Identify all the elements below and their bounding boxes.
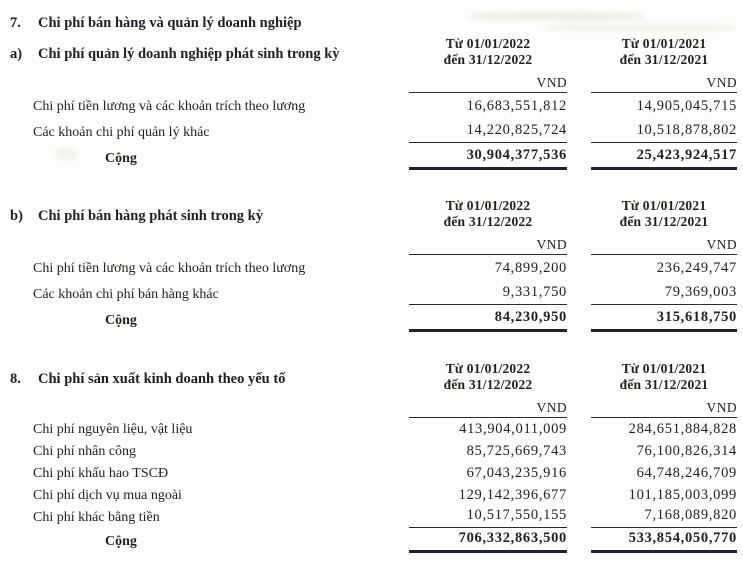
period-to-2021: đến 31/12/2021: [619, 52, 709, 67]
period-to-2022: đến 31/12/2022: [443, 214, 533, 229]
column-header-2022: [409, 36, 567, 93]
total-value-2021: 25,423,924,517: [591, 147, 737, 170]
table-row: [10, 506, 737, 528]
total-value-2022: 706,332,863,500: [409, 530, 567, 553]
value-2021: 64,748,246,709: [636, 464, 737, 481]
value-2021: 7,168,089,820: [591, 507, 737, 528]
total-row: [10, 528, 737, 555]
value-2022: 129,142,396,677: [458, 486, 567, 503]
total-value-2021: 315,618,750: [591, 309, 737, 332]
table-row: [10, 93, 737, 119]
period-to-2022: đến 31/12/2022: [443, 52, 533, 67]
row-label: Chi phí khác bằng tiền: [33, 509, 160, 525]
value-2021: 236,249,747: [656, 259, 737, 276]
value-2022: 10,517,550,155: [409, 507, 567, 528]
admin-expenses-table: [10, 36, 737, 172]
total-label: Cộng: [105, 151, 137, 166]
value-2022: 14,220,825,724: [409, 122, 567, 143]
total-value-2022: 84,230,950: [409, 309, 567, 332]
period-from-2021: Từ 01/01/2021: [621, 198, 707, 213]
value-2021: 14,905,045,715: [636, 97, 737, 114]
total-value-2021: 533,854,050,770: [591, 530, 737, 553]
value-2021: 101,185,003,099: [628, 486, 737, 503]
subsection-a-heading: [10, 36, 385, 93]
row-label: Chi phí dịch vụ mua ngoài: [33, 487, 182, 503]
row-label: Chi phí tiền lương và các khoản trích theo lương: [33, 98, 306, 114]
value-2021: 284,651,884,828: [628, 420, 737, 437]
period-to-2021: đến 31/12/2021: [619, 377, 709, 392]
production-costs-header-row: [10, 361, 737, 418]
total-label: Cộng: [105, 534, 137, 549]
table-row: [10, 119, 737, 145]
column-header-2022: [409, 361, 567, 418]
section-8-title: Chi phí sản xuất kinh doanh theo yếu tố: [38, 371, 286, 387]
period-from-2021: Từ 01/01/2021: [621, 36, 707, 51]
admin-expenses-header-row: [10, 36, 737, 93]
production-costs-table: [10, 361, 737, 555]
period-to-2021: đến 31/12/2021: [619, 214, 709, 229]
period-from-2022: Từ 01/01/2022: [445, 36, 531, 51]
currency-unit-2022: VND: [536, 400, 567, 415]
value-2022: 74,899,200: [494, 259, 567, 276]
table-row: [10, 281, 737, 307]
subsection-b-title: Chi phí bán hàng phát sinh trong kỳ: [38, 208, 263, 224]
selling-expenses-header-row: [10, 198, 737, 255]
subsection-a-title: Chi phí quản lý doanh nghiệp phát sinh trong kỳ: [38, 46, 340, 62]
period-from-2021: Từ 01/01/2021: [621, 361, 707, 376]
subsection-b-heading: [10, 198, 385, 255]
column-header-2021: [591, 361, 737, 418]
subsection-b-marker: b): [10, 208, 23, 224]
value-2022: 85,725,669,743: [466, 442, 567, 459]
row-label: Chi phí nguyên liệu, vật liệu: [33, 421, 193, 437]
row-label: Chi phí nhân công: [33, 443, 137, 459]
column-header-2021: [591, 36, 737, 93]
currency-unit-2022: VND: [536, 237, 567, 252]
subsection-a-marker: a): [10, 46, 23, 62]
table-row: [10, 418, 737, 440]
row-label: Chi phí tiền lương và các khoản trích theo lương: [33, 260, 306, 276]
column-header-2022: [409, 198, 567, 255]
table-row: [10, 255, 737, 281]
total-row: [10, 145, 737, 172]
currency-unit-2022: VND: [536, 75, 567, 90]
currency-unit-2021: VND: [706, 75, 737, 90]
table-row: [10, 484, 737, 506]
table-row: [10, 462, 737, 484]
value-2021: 10,518,878,802: [591, 122, 737, 143]
section-8-heading: [10, 361, 385, 418]
row-label: Các khoản chi phí quản lý khác: [33, 124, 210, 140]
period-from-2022: Từ 01/01/2022: [445, 198, 531, 213]
row-label: Các khoản chi phí bán hàng khác: [33, 286, 219, 302]
period-from-2022: Từ 01/01/2022: [445, 361, 531, 376]
section-7-title: Chi phí bán hàng và quản lý doanh nghiệp: [38, 15, 302, 31]
currency-unit-2021: VND: [706, 400, 737, 415]
period-to-2022: đến 31/12/2022: [443, 377, 533, 392]
row-label: Chi phí khấu hao TSCĐ: [33, 465, 169, 481]
section-8-number: 8.: [10, 371, 21, 387]
value-2022: 16,683,551,812: [466, 97, 567, 114]
table-row: [10, 440, 737, 462]
value-2022: 9,331,750: [409, 284, 567, 305]
column-header-2021: [591, 198, 737, 255]
value-2021: 76,100,826,314: [636, 442, 737, 459]
currency-unit-2021: VND: [706, 237, 737, 252]
value-2022: 413,904,011,009: [459, 420, 567, 437]
selling-expenses-table: [10, 198, 737, 334]
total-label: Cộng: [105, 313, 137, 328]
section-7-number: 7.: [10, 15, 21, 31]
value-2022: 67,043,235,916: [466, 464, 567, 481]
total-value-2022: 30,904,377,536: [409, 147, 567, 170]
value-2021: 79,369,003: [591, 284, 737, 305]
total-row: [10, 307, 737, 334]
section-7-heading: [10, 14, 737, 32]
